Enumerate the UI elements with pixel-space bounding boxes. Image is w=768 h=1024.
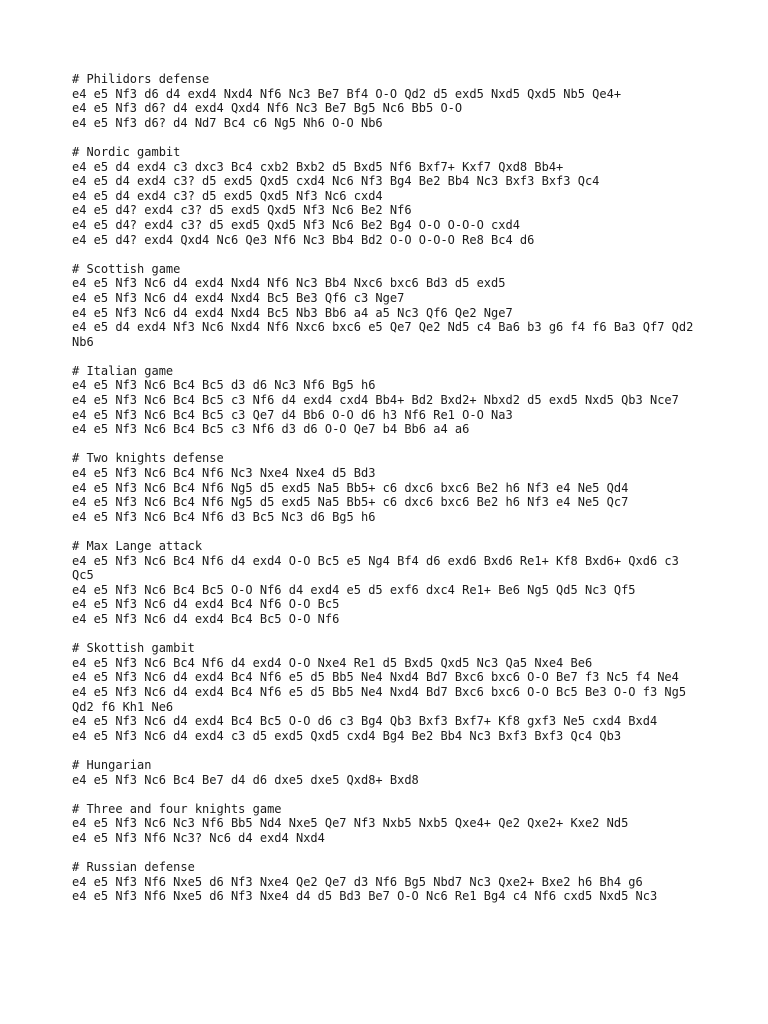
move-line: e4 e5 d4 exd4 Nf3 Nc6 Nxd4 Nf6 Nxc6 bxc6 e5 Qe7 Qe2 Nd5 c4 Ba6 b3 g6 f4 f6 Ba3 Qf7 Qd2 Nb6 [72,320,701,349]
section-heading: # Italian game [72,363,174,378]
move-line: e4 e5 Nf3 Nc6 Bc4 Bc5 c3 Qe7 d4 Bb6 O-O d6 h3 Nf6 Re1 O-O Na3 [72,407,513,422]
move-line: e4 e5 d4? exd4 Qxd4 Nc6 Qe3 Nf6 Nc3 Bb4 Bd2 O-O O-O-O Re8 Bc4 d6 [72,232,535,247]
move-line: e4 e5 d4 exd4 c3? d5 exd5 Qxd5 Nf3 Nc6 cxd4 [72,188,383,203]
section-nordic-gambit [72,145,702,247]
move-line: e4 e5 d4 exd4 c3? d5 exd5 Qxd5 cxd4 Nc6 Nf3 Bg4 Be2 Bb4 Nc3 Bxf3 Bxf3 Qc4 [72,174,600,189]
move-line: e4 e5 Nf3 Nf6 Nc3? Nc6 d4 exd4 Nxd4 [72,830,325,845]
move-line: e4 e5 Nf3 Nc6 Bc4 Nf6 d3 Bc5 Nc3 d6 Bg5 h6 [72,509,376,524]
move-line: e4 e5 Nf3 Nf6 Nxe5 d6 Nf3 Nxe4 Qe2 Qe7 d3 Nf6 Bg5 Nbd7 Nc3 Qxe2+ Bxe2 h6 Bh4 g6 [72,874,643,889]
move-line: e4 e5 Nf3 Nc6 d4 exd4 Bc4 Nf6 e5 d5 Bb5 Ne4 Nxd4 Bd7 Bxc6 bxc6 O-O Bc5 Be3 O-O f3 Ng5 Qd2 f6 Kh1 Ne6 [72,684,694,714]
document-page [72,72,702,918]
move-line: e4 e5 Nf3 Nc6 Nc3 Nf6 Bb5 Nd4 Nxe5 Qe7 Nf3 Nxb5 Nxb5 Qxe4+ Qe2 Qxe2+ Kxe2 Nd5 [72,816,629,831]
move-line: e4 e5 Nf3 d6? d4 exd4 Qxd4 Nf6 Nc3 Be7 Bg5 Nc6 Bb5 O-O [72,101,463,116]
move-line: e4 e5 Nf3 Nc6 Bc4 Nf6 d4 exd4 O-O Bc5 e5 Ng4 Bf4 d6 exd6 Bxd6 Re1+ Kf8 Bxd6+ Qxd6 c3 Qc5 [72,553,687,583]
move-line: e4 e5 Nf3 d6? d4 Nd7 Bc4 c6 Ng5 Nh6 O-O Nb6 [72,115,383,130]
move-line: e4 e5 Nf3 Nc6 Bc4 Bc5 c3 Nf6 d4 exd4 cxd4 Bb4+ Bd2 Bxd2+ Nbxd2 d5 exd5 Nxd5 Qb3 Nce7 [72,393,679,408]
move-line: e4 e5 Nf3 Nc6 d4 exd4 c3 d5 exd5 Qxd5 cxd4 Bg4 Be2 Bb4 Nc3 Bxf3 Bxf3 Qc4 Qb3 [72,728,622,743]
move-line: e4 e5 Nf3 Nc6 Bc4 Be7 d4 d6 dxe5 dxe5 Qxd8+ Bxd8 [72,772,419,787]
move-line: e4 e5 Nf3 Nc6 d4 exd4 Nxd4 Bc5 Nb3 Bb6 a4 a5 Nc3 Qf6 Qe2 Nge7 [72,305,513,320]
move-line: e4 e5 Nf3 Nc6 d4 exd4 Nxd4 Nf6 Nc3 Bb4 Nxc6 bxc6 Bd3 d5 exd5 [72,276,506,291]
move-line: e4 e5 Nf3 Nc6 d4 exd4 Bc4 Nf6 O-O Bc5 [72,597,340,612]
move-line: e4 e5 Nf3 Nc6 Bc4 Nf6 Nc3 Nxe4 Nxe4 d5 Bd3 [72,466,376,481]
section-heading: # Skottish gambit [72,641,195,656]
section-heading: # Three and four knights game [72,801,282,816]
move-line: e4 e5 Nf3 Nc6 d4 exd4 Bc4 Bc5 O-O Nf6 [72,611,340,626]
section-heading: # Hungarian [72,757,152,772]
move-line: e4 e5 Nf3 Nc6 Bc4 Bc5 c3 Nf6 d3 d6 O-O Qe7 b4 Bb6 a4 a6 [72,422,470,437]
move-line: e4 e5 Nf3 Nc6 Bc4 Nf6 Ng5 d5 exd5 Na5 Bb5+ c6 dxc6 bxc6 Be2 h6 Nf3 e4 Ne5 Qd4 [72,480,629,495]
move-line: e4 e5 Nf3 Nc6 Bc4 Bc5 d3 d6 Nc3 Nf6 Bg5 h6 [72,378,376,393]
move-line: e4 e5 d4? exd4 c3? d5 exd5 Qxd5 Nf3 Nc6 Be2 Nf6 [72,203,412,218]
move-line: e4 e5 Nf3 Nc6 d4 exd4 Bc4 Nf6 e5 d5 Bb5 Ne4 Nxd4 Bd7 Bxc6 bxc6 O-O Be7 f3 Nc5 f4 Ne4 [72,670,679,685]
section-heading: # Russian defense [72,860,195,875]
section-hungarian [72,758,702,787]
move-line: e4 e5 Nf3 Nc6 Bc4 Nf6 d4 exd4 O-O Nxe4 Re1 d5 Bxd5 Qxd5 Nc3 Qa5 Nxe4 Be6 [72,655,593,670]
section-heading: # Nordic gambit [72,144,181,159]
section-three-and-four-knights-game [72,802,702,846]
section-max-lange-attack [72,539,702,627]
move-line: e4 e5 Nf3 Nf6 Nxe5 d6 Nf3 Nxe4 d4 d5 Bd3 Be7 O-O Nc6 Re1 Bg4 c4 Nf6 cxd5 Nxd5 Nc3 [72,889,658,904]
section-skottish-gambit [72,641,702,743]
section-two-knights-defense [72,451,702,524]
move-line: e4 e5 Nf3 Nc6 d4 exd4 Nxd4 Bc5 Be3 Qf6 c3 Nge7 [72,290,405,305]
section-heading: # Max Lange attack [72,539,203,553]
move-line: e4 e5 Nf3 Nc6 Bc4 Bc5 O-O Nf6 d4 exd4 e5 d5 exf6 dxc4 Re1+ Be6 Ng5 Qd5 Nc3 Qf5 [72,582,636,597]
move-line: e4 e5 Nf3 Nc6 d4 exd4 Bc4 Bc5 O-O d6 c3 Bg4 Qb3 Bxf3 Bxf7+ Kf8 gxf3 Ne5 cxd4 Bxd4 [72,714,658,729]
section-italian-game [72,364,702,437]
move-line: e4 e5 Nf3 Nc6 Bc4 Nf6 Ng5 d5 exd5 Na5 Bb5+ c6 dxc6 bxc6 Be2 h6 Nf3 e4 Ne5 Qc7 [72,495,629,510]
section-heading: # Two knights defense [72,451,224,466]
section-heading: # Philidors defense [72,72,210,86]
move-line: e4 e5 d4? exd4 c3? d5 exd5 Qxd5 Nf3 Nc6 Be2 Bg4 O-O O-O-O cxd4 [72,217,520,232]
move-line: e4 e5 Nf3 d6 d4 exd4 Nxd4 Nf6 Nc3 Be7 Bf4 O-O Qd2 d5 exd5 Nxd5 Qxd5 Nb5 Qe4+ [72,86,622,101]
move-line: e4 e5 d4 exd4 c3 dxc3 Bc4 cxb2 Bxb2 d5 Bxd5 Nf6 Bxf7+ Kxf7 Qxd8 Bb4+ [72,159,564,174]
section-philidors-defense [72,72,702,130]
section-scottish-game [72,262,702,350]
section-russian-defense [72,860,702,904]
section-heading: # Scottish game [72,261,181,276]
